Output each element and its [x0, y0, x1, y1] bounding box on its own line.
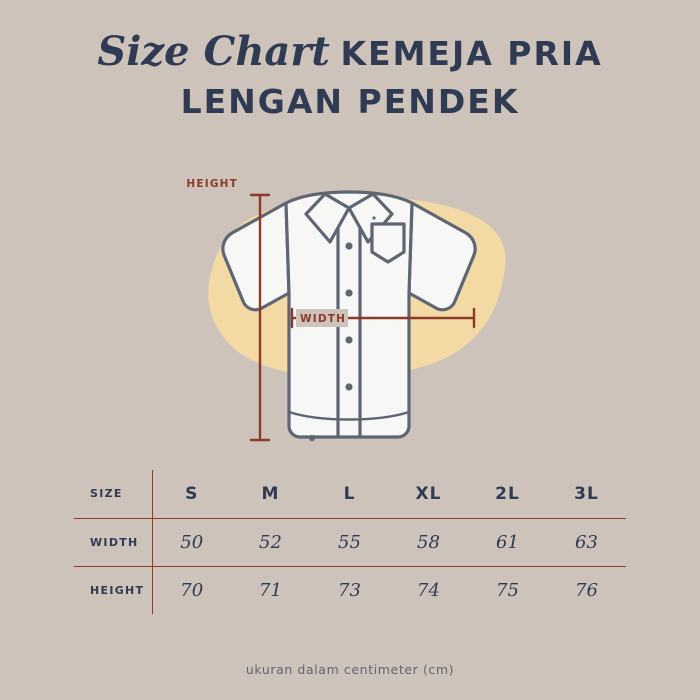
cell-height-2l: 75 [496, 579, 519, 601]
unit-footnote: ukuran dalam centimeter (cm) [245, 662, 455, 677]
cell-size-2l: 2L [468, 470, 547, 518]
title-line-1 [0, 30, 700, 76]
row-header-height: HEIGHT [74, 566, 152, 614]
height-label: HEIGHT [186, 178, 238, 190]
cell-width-xl: 58 [389, 518, 468, 566]
size-table-wrapper [74, 470, 626, 614]
cell-size-s: S [152, 470, 231, 518]
cell-width-l: 55 [310, 518, 389, 566]
cell-size-l: L [310, 470, 389, 518]
title-line-2: LENGAN PENDEK [180, 82, 520, 121]
page-title [0, 30, 700, 124]
cell-height-l: 73 [338, 579, 361, 601]
cell-width-s: 50 [152, 518, 231, 566]
cell-size-3l: 3L [547, 470, 626, 518]
cell-width-3l: 63 [547, 518, 626, 566]
cell-width-2l: 61 [468, 518, 547, 566]
title-script-text: Size Chart [97, 28, 330, 75]
cell-size-m: M [231, 470, 310, 518]
size-table [74, 470, 626, 614]
row-header-size: SIZE [74, 470, 152, 518]
cell-height-m: 71 [259, 579, 282, 601]
title-bold-text: KEMEJA PRIA [340, 34, 603, 73]
shirt-illustration [0, 150, 700, 460]
width-label: WIDTH [300, 313, 347, 325]
table-row [74, 470, 626, 518]
row-header-width: WIDTH [74, 518, 152, 566]
cell-height-xl: 74 [417, 579, 440, 601]
cell-width-m: 52 [231, 518, 310, 566]
cell-size-xl: XL [389, 470, 468, 518]
cell-height-3l: 76 [575, 579, 598, 601]
table-row [74, 566, 626, 614]
table-row [74, 518, 626, 566]
cell-height-s: 70 [180, 579, 204, 601]
